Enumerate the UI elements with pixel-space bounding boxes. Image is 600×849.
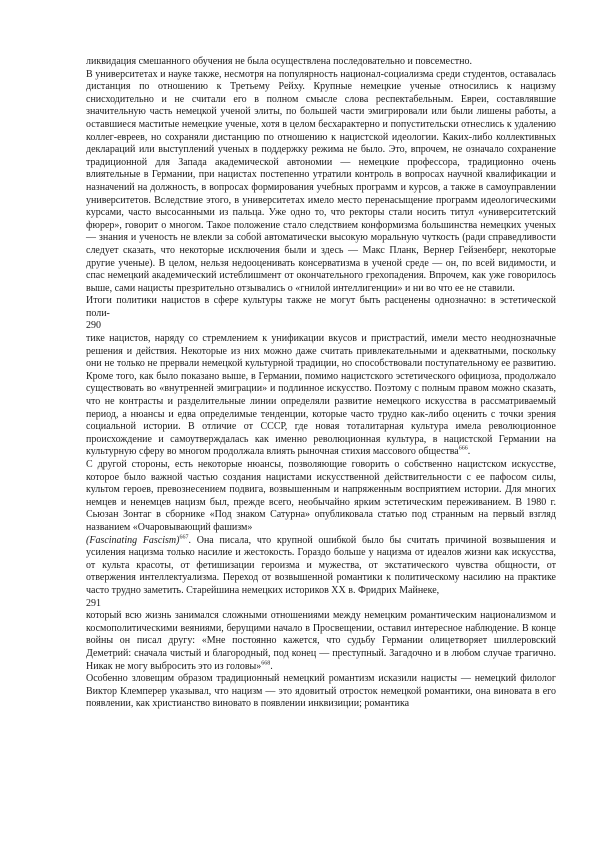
- page-number: 291: [86, 597, 101, 609]
- paragraph-8: Особенно зловещим образом традиционный немецкий романтизм исказили нацисты — немецкий филолог Виктор Клемперер указывал, что нацизм — это ядовитый отросток немецкой романтики, она виновата в его появлении, как христианство виновато в появлении инквизиции; романтика: [86, 673, 556, 710]
- paragraph-1: ликвидация смешанного обучения не была осуществлена последовательно и повсеместно.: [86, 56, 473, 67]
- paragraph-7: который всю жизнь занимался сложными отношениями между немецким романтическим национализмом и космополитическими веяниями, берущими начало в Просвещении, оставил интересное наблюдение. В конце войны он писал другу: «Мне постоянно кажется, что судьбу Германии олицетворяет шиллеровский Деметрий: сначала чистый и благородный, под конец — преступный. Загадочно и в любом случае трагично. Никак не могу выбросить это из головы»$^{668}$.: [86, 610, 556, 672]
- italic-title: (Fascinating Fascism): [86, 534, 180, 546]
- page-number: 290: [86, 320, 101, 332]
- paragraph-5: С другой стороны, есть некоторые нюансы, позволяющие говорить о собственно нацистском искусстве, которое было важной частью создания нацистами искусственной действительности с ее пафосом силы, культом героев, превознесением подвига, возвышенным и напряженным восприятием истории. Для многих немцев и ненемцев нацизм был, прежде всего, необычайно ярким эстетическим переживанием. В 1980 г. Сьюзан Зонтаг в сборнике «Под знаком Сатурна» опубликовала статью под странным на первый взгляд названием «Очаровывающий фашизм»: [86, 459, 556, 533]
- paragraph-4: тике нацистов, наряду со стремлением к унификации вкусов и пристрастий, имели место неоднозначные решения и действия. Некоторые из них можно даже считать привлекательными и адекватными, поскольку они не только не прервали немецкой культурной традиции, но способствовали поступательному ее развитию. Кроме того, как было показано выше, в Германии, помимо нацистского эстетического официоза, продолжало существовать во «внутренней эмиграции» и подлинное искусство. Поэтому с полным правом можно сказать, что не контрасты и разделительные линии определяли развитие немецкого искусства в рассматриваемый период, а нюансы и едва определимые тенденции, которые часто трудно как-либо оценить с точки зрения социальной истории. В отличие от СССР, где новая тоталитарная культура имела революционное происхождение и самоутверждалась как именно революционная культура, в нацистской Германии на культурную сферу во многом продолжала влиять рыночная стихия массового общества$^{666}$.: [86, 333, 556, 458]
- document-page: [86, 56, 556, 711]
- footnote-ref: 667: [179, 534, 189, 541]
- footnote-ref: 668: [261, 660, 271, 667]
- paragraph-3: Итоги политики нацистов в сфере культуры также не могут быть расценены однозначно: в эстетической поли-: [86, 295, 556, 319]
- paragraph-2: В университетах и науке также, несмотря на популярность национал-социализма среди студентов, оставалась дистанция по отношению к Третьему Рейху. Крупные немецкие ученые относились к нацизму снисходительно и не считали его в полном смысле слова респектабельным. Евреи, составлявшие значительную часть немецкой ученой элиты, по большей части эмигрировали или были лишены работы, а оставшиеся маститые немецкие ученые, хотя в целом бесхарактерно и попустительски отнеслись к удалению коллег-евреев, но сохраняли дистанцию по отношению к нацистской идеологии. Каких-либо коллективных деклараций или выступлений ученых в поддержку режима не было. Это, впрочем, не означало сохранение традиционной для Запада академической автономии — немецкие профессора, традиционно очень влиятельные в Германии, при нацистах постепенно утратили контроль в вопросах научной квалификации и назначений на должность, в вопросах формирования учебных программ и курсов, а также в самоуправлении университетов. Вследствие этого, в университетах имело место перенасыщение программ идеологическими курсами, часто высосанными из пальца. Уже одно то, что ректоры стали носить титул «университетский фюрер», говорит о многом. Такое положение стало следствием конформизма большинства немецких ученых — знания и ученость не влекли за собой автоматически высокую моральную чуткость (ради справедливости следует сказать, что некоторые исключения были и здесь — Макс Планк, Вернер Гейзенберг, некоторые другие ученые). В целом, нельзя недооценивать консерватизма в ученой среде — он, по всей видимости, и спас немецкий академический истеблишмент от окончательного грехопадения. Впрочем, как уже говорилось выше, сами нацисты презрительно отзывались о «гнилой интеллигенции» и ни во что ее не ставили.: [86, 68, 556, 294]
- paragraph-6: (Fascinating Fascism)$^{667}$. Она писала, что крупной ошибкой было бы считать причиной возвышения и усиления нацизма только насилие и жестокость. Гораздо больше у нацизма от идеалов жизни как искусства, от культа красоты, от фетишизации героизма и мужества, от экстатического чувства общности, от отвержения интеллектуализма. Переход от возвышенной романтики к политическому насилию на практике часто трудно заметить. Старейшина немецких историков XX в. Фридрих Майнеке,: [86, 534, 557, 596]
- footnote-ref: 666: [458, 446, 468, 453]
